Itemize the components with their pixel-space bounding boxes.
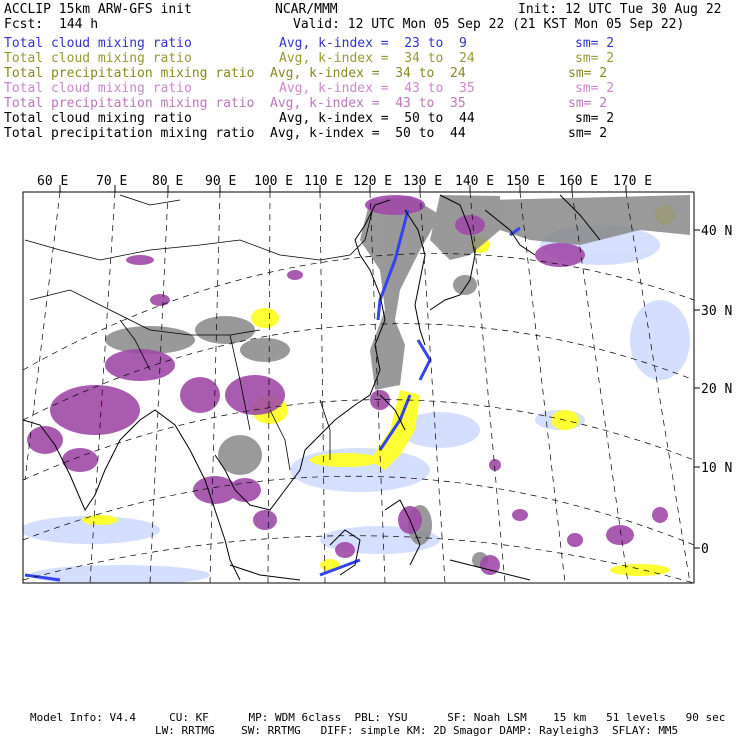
model-info: Model Info: V4.4 CU: KF MP: WDM 6class PBL: YSU SF: Noah LSM 15 km 51 levels 90 sec [30,711,726,724]
lon-label: 110 E [304,174,344,189]
map-field [20,192,694,585]
longitude-labels [37,174,652,189]
lon-label: 90 E [205,174,237,189]
legend-field: Total cloud mixing ratio [4,51,192,66]
legend-sm: sm= 2 [575,111,615,126]
legend-avg: Avg, k-index = 23 to 9 [279,36,467,51]
model-title: ACCLIP 15km ARW-GFS init [4,2,192,17]
legend-field: Total precipitation mixing ratio [4,126,255,141]
legend-sm: sm= 2 [568,96,608,111]
legend-avg: Avg, k-index = 34 to 24 [270,66,466,81]
lon-label: 100 E [254,174,294,189]
init-time: Init: 12 UTC Tue 30 Aug 22 [518,2,722,17]
legend-field: Total cloud mixing ratio [4,81,192,96]
legend-sm: sm= 2 [575,51,615,66]
legend-avg: Avg, k-index = 43 to 35 [270,96,466,111]
legend-sm: sm= 2 [575,81,615,96]
lat-label: 30 N [701,304,733,319]
physics-info: LW: RRTMG SW: RRTMG DIFF: simple KM: 2D Smagor DAMP: Rayleigh3 SFLAY: MM5 [155,724,679,737]
legend-avg: Avg, k-index = 50 to 44 [270,126,466,141]
lon-label: 160 E [559,174,599,189]
latitude-labels [701,224,732,557]
lon-label: 130 E [403,174,443,189]
legend-field: Total precipitation mixing ratio [4,66,255,81]
lon-label: 140 E [455,174,495,189]
fcst-value: 144 h [59,17,99,32]
legend-field: Total precipitation mixing ratio [4,96,255,111]
lon-label: 170 E [613,174,653,189]
center-label: NCAR/MMM [275,2,338,17]
legend-field: Total cloud mixing ratio [4,36,192,51]
lon-label: 70 E [96,174,128,189]
lon-label: 60 E [37,174,69,189]
legend-sm: sm= 2 [575,36,615,51]
legend-sm: sm= 2 [568,126,608,141]
lat-label: 0 [701,542,709,557]
lat-label: 20 N [701,382,733,397]
legend-avg: Avg, k-index = 50 to 44 [279,111,475,126]
valid-time: Valid: 12 UTC Mon 05 Sep 22 (21 KST Mon 05 Sep 22) [293,17,685,32]
legend-field: Total cloud mixing ratio [4,111,192,126]
lon-label: 150 E [506,174,546,189]
legend-sm: sm= 2 [568,66,608,81]
fcst-label: Fcst: [4,17,44,32]
legend-avg: Avg, k-index = 43 to 35 [279,81,475,96]
lat-label: 40 N [701,224,733,239]
lat-label: 10 N [701,461,733,476]
legend-avg: Avg, k-index = 34 to 24 [279,51,475,66]
lon-label: 80 E [152,174,184,189]
lon-label: 120 E [353,174,393,189]
